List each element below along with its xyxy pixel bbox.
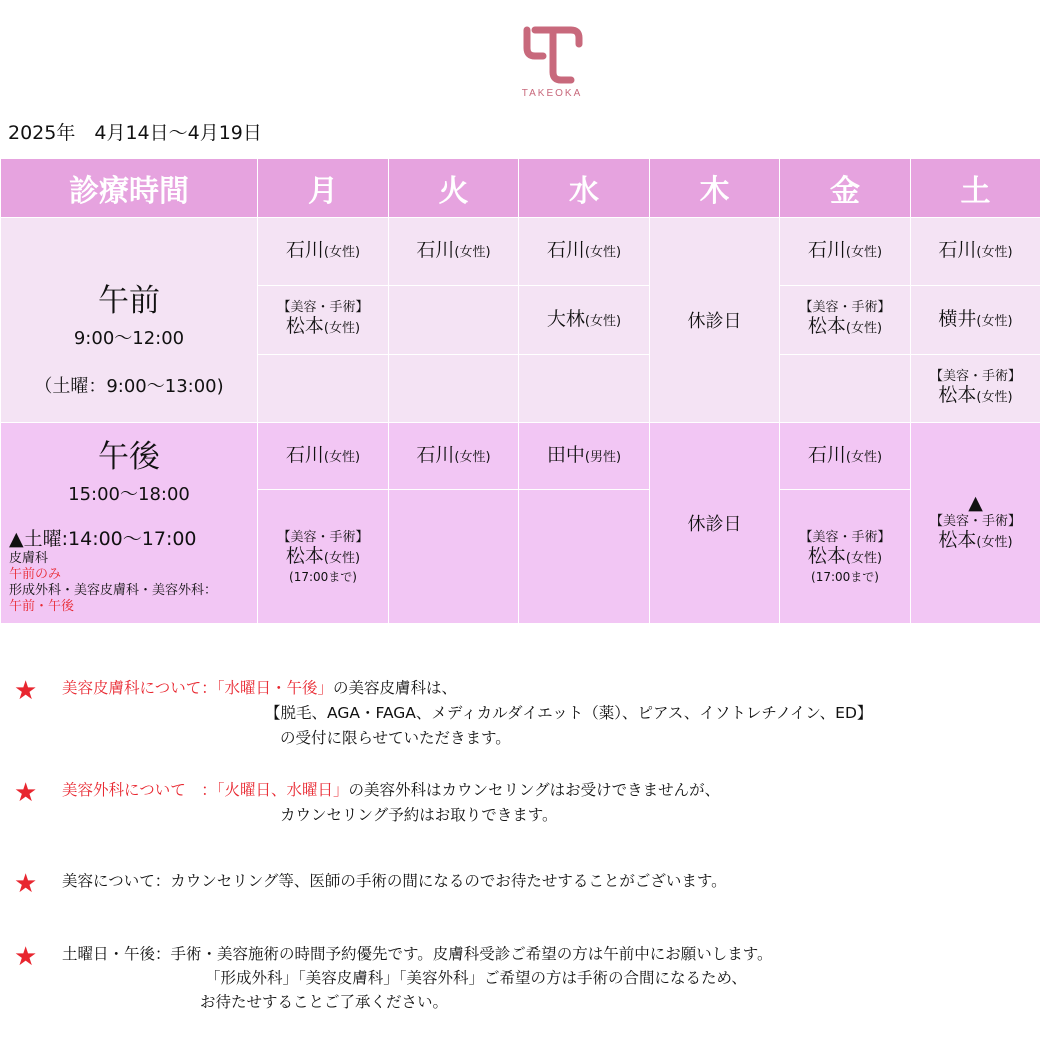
logo-text: TAKEOKA <box>521 88 583 99</box>
dermatology-note: 午前のみ <box>9 566 62 582</box>
note-line: の受付に限らせていただきます。 <box>280 729 511 747</box>
am-thu-closed: 休診日 <box>650 218 780 423</box>
am-label-cell <box>1 218 258 423</box>
am-wed-2 <box>519 286 650 355</box>
am-fri-2 <box>780 286 911 355</box>
pm-fri-1 <box>780 423 911 490</box>
department-tag: 【美容・手術】 <box>277 300 369 315</box>
doctor-name: 大林 <box>546 307 585 330</box>
note-label: 美容外科について ： <box>62 781 217 799</box>
pm-sat-cell <box>911 423 1040 624</box>
am-sat-3 <box>911 355 1040 423</box>
header-label: 診療時間 <box>1 159 258 218</box>
header-tue: 火 <box>389 159 519 218</box>
pm-title: 午後 <box>98 438 160 475</box>
doctor-name: 石川 <box>416 239 455 261</box>
am-mon-3 <box>258 355 389 423</box>
am-mon-1 <box>258 218 389 286</box>
am-title: 午前 <box>98 283 160 319</box>
doctor-gender: (女性) <box>976 313 1013 329</box>
am-saturday-hours: （土曜：9:00〜13:00) <box>34 376 224 397</box>
note-highlight: 「火曜日、水曜日」 <box>216 781 349 799</box>
doctor-gender: (女性) <box>845 550 883 566</box>
pm-wed-1 <box>519 423 650 490</box>
am-tue-3 <box>389 355 519 423</box>
schedule-table <box>0 158 1040 624</box>
doctor-gender: (女性) <box>454 449 491 465</box>
note-line: お待たせすることご了承ください。 <box>200 993 449 1011</box>
doctor-name: 石川 <box>285 239 324 261</box>
note-line: 「形成外科」「美容皮膚科」「美容外科」ご希望の方は手術の合間になるため、 <box>205 969 747 987</box>
note-line <box>62 676 457 701</box>
others-note: 午前・午後 <box>9 598 75 614</box>
doctor-name: 石川 <box>807 239 846 261</box>
date-range: 2025年 4月14日〜4月19日 <box>8 122 262 144</box>
star-icon: ★ <box>14 778 38 808</box>
doctor-gender: (女性) <box>845 321 883 336</box>
doctor-name: 石川 <box>546 239 585 261</box>
doctor-name: 松本 <box>938 383 977 406</box>
takeoka-logo <box>512 22 592 106</box>
pm-wed-2 <box>519 490 650 624</box>
note-text: の美容外科はカウンセリングはお受けできませんが、 <box>348 781 721 799</box>
am-sat-1 <box>911 218 1040 286</box>
doctor-name: 石川 <box>938 239 977 261</box>
doctor-gender: (女性) <box>584 245 622 260</box>
triangle-mark: ▲ <box>968 492 983 514</box>
pm-tue-2 <box>389 490 519 624</box>
doctor-gender: (女性) <box>323 550 361 566</box>
star-icon: ★ <box>14 676 38 706</box>
note-line: 【脱毛、AGA・FAGA、メディカルダイエット（薬）、ピアス、イソトレチノイン、ED】 <box>265 704 873 722</box>
note-text: の美容皮膚科は、 <box>332 679 457 697</box>
am-wed-1 <box>519 218 650 286</box>
doctor-gender: (女性) <box>976 245 1013 260</box>
doctor-gender: (女性) <box>323 321 361 336</box>
department-tag: 【美容・手術】 <box>277 529 369 545</box>
header-wed: 水 <box>519 159 650 218</box>
pm-mon-2 <box>258 490 389 624</box>
pm-tue-1 <box>389 423 519 490</box>
am-wed-3 <box>519 355 650 423</box>
pm-fri-2 <box>780 490 911 624</box>
department-tag: 【美容・手術】 <box>799 529 891 545</box>
am-fri-1 <box>780 218 911 286</box>
doctor-name: 田中 <box>546 443 585 466</box>
am-mon-2 <box>258 286 389 355</box>
star-icon: ★ <box>14 942 38 972</box>
am-hours: 9:00〜12:00 <box>73 328 185 349</box>
doctor-name: 松本 <box>807 315 846 337</box>
department-tag: 【美容・手術】 <box>799 300 891 315</box>
until-note: (17:00まで) <box>289 569 357 584</box>
others-label: 形成外科・美容皮膚科・美容外科： <box>9 582 218 598</box>
header-fri: 金 <box>780 159 911 218</box>
note-line: 美容について：カウンセリング等、医師の手術の間になるのでお待たせすることがございます。 <box>62 872 727 890</box>
doctor-gender: (女性) <box>323 245 361 260</box>
doctor-gender: (女性) <box>584 313 622 329</box>
doctor-name: 松本 <box>807 544 846 567</box>
doctor-gender: (女性) <box>845 449 883 465</box>
department-tag: 【美容・手術】 <box>929 368 1021 384</box>
doctor-name: 松本 <box>285 544 324 567</box>
dermatology-label: 皮膚科 <box>9 550 49 566</box>
pm-hours: 15:00〜18:00 <box>68 483 190 505</box>
doctor-name: 石川 <box>285 443 324 466</box>
header-row <box>1 159 1040 218</box>
doctor-name: 松本 <box>285 315 324 337</box>
note-label: 美容皮膚科について： <box>62 679 217 697</box>
doctor-gender: (男性) <box>584 449 622 465</box>
logo-mark-icon <box>521 22 583 84</box>
doctor-name: 石川 <box>416 443 455 466</box>
note-highlight: 「水曜日・午後」 <box>216 679 333 697</box>
doctor-gender: (女性) <box>976 389 1013 405</box>
pm-saturday-hours: ▲土曜:14:00〜17:00 <box>9 527 197 550</box>
doctor-gender: (女性) <box>454 245 491 260</box>
doctor-gender: (女性) <box>323 449 361 465</box>
header-thu: 木 <box>650 159 780 218</box>
header-mon: 月 <box>258 159 389 218</box>
pm-thu-closed: 休診日 <box>650 423 780 624</box>
note-line: 土曜日・午後：手術・美容施術の時間予約優先です。皮膚科受診ご希望の方は午前中にお願いします。 <box>62 945 773 963</box>
doctor-name: 松本 <box>938 529 977 551</box>
doctor-name: 横井 <box>938 307 977 330</box>
note-line <box>62 778 720 803</box>
pm-row-1 <box>1 423 1040 490</box>
until-note: (17:00まで) <box>811 569 879 584</box>
am-row-1 <box>1 218 1040 286</box>
am-sat-2 <box>911 286 1040 355</box>
pm-label-cell <box>1 423 258 624</box>
header-sat: 土 <box>911 159 1040 218</box>
pm-notes <box>1 524 257 615</box>
star-icon: ★ <box>14 869 38 899</box>
am-tue-1 <box>389 218 519 286</box>
doctor-name: 石川 <box>807 443 846 466</box>
pm-mon-1 <box>258 423 389 490</box>
department-tag: 【美容・手術】 <box>929 514 1021 529</box>
am-fri-3 <box>780 355 911 423</box>
doctor-gender: (女性) <box>976 535 1013 550</box>
am-tue-2 <box>389 286 519 355</box>
doctor-gender: (女性) <box>845 245 883 260</box>
note-line: カウンセリング予約はお取りできます。 <box>280 806 558 824</box>
